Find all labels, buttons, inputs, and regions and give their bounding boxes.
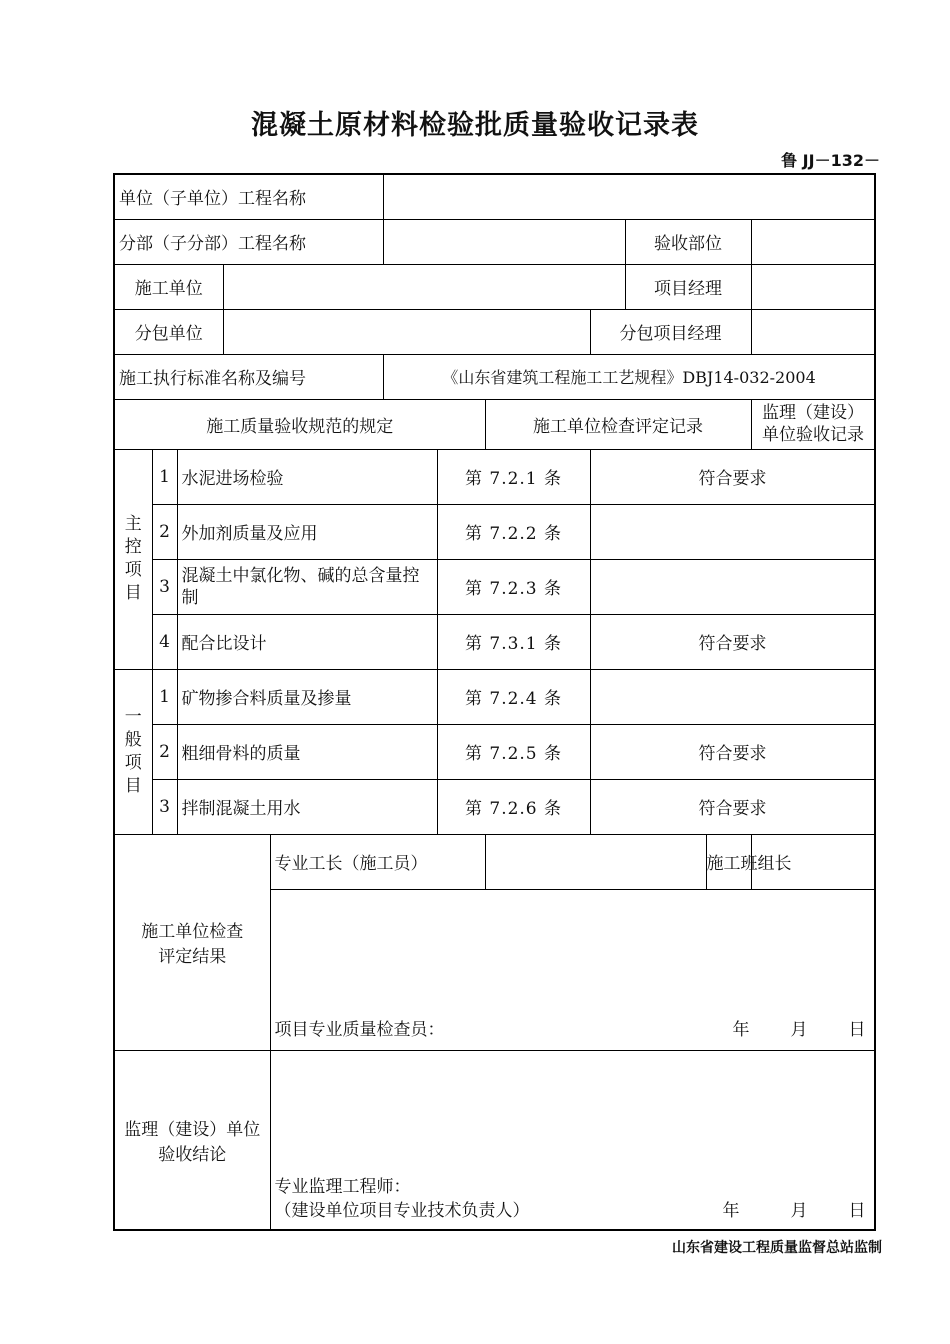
construction-unit-value[interactable] (223, 264, 625, 309)
item-result[interactable] (590, 504, 875, 559)
unit-project-value[interactable] (383, 174, 875, 219)
row-column-headers (114, 399, 875, 449)
construction-unit-label: 施工单位 (114, 264, 223, 309)
sub-pm-label: 分包项目经理 (590, 309, 751, 354)
supervisor-conclusion-label: 监理（建设）单位 验收结论 (114, 1050, 270, 1230)
general-item-row (114, 724, 875, 779)
year-label: 年 (732, 1019, 750, 1040)
item-clause: 第 7.2.5 条 (437, 724, 590, 779)
item-result[interactable]: 符合要求 (590, 449, 875, 504)
supervisor-record-line1: 监理（建设） (762, 403, 865, 423)
acceptance-part-value[interactable] (751, 219, 875, 264)
engineer-line (275, 1172, 875, 1197)
sub-pm-value[interactable] (751, 309, 875, 354)
year-label: 年 (722, 1201, 740, 1221)
foreman-value[interactable] (485, 834, 706, 889)
row-supervisor-conclusion (114, 1050, 875, 1230)
item-number: 1 (152, 449, 177, 504)
item-clause: 第 7.2.4 条 (437, 669, 590, 724)
month-label: 月 (790, 1019, 808, 1040)
item-name: 拌制混凝土用水 (177, 779, 437, 834)
item-result[interactable]: 符合要求 (590, 614, 875, 669)
document-title: 混凝土原材料检验批质量验收记录表 (251, 110, 699, 141)
item-name: 配合比设计 (177, 614, 437, 669)
project-manager-label: 项目经理 (625, 264, 751, 309)
standard-label: 施工执行标准名称及编号 (114, 354, 383, 399)
item-name: 外加剂质量及应用 (177, 504, 437, 559)
item-result[interactable] (590, 669, 875, 724)
col-header-spec: 施工质量验收规范的规定 (114, 399, 485, 449)
sub-project-value[interactable] (383, 219, 625, 264)
acceptance-record-table (113, 173, 876, 1231)
sub-project-label: 分部（子分部）工程名称 (114, 219, 383, 264)
item-number: 3 (152, 779, 177, 834)
item-name: 粗细骨料的质量 (177, 724, 437, 779)
item-result[interactable]: 符合要求 (590, 724, 875, 779)
project-manager-value[interactable] (751, 264, 875, 309)
acceptance-part-label: 验收部位 (625, 219, 751, 264)
main-items-label: 主 控 项 目 (114, 449, 152, 669)
item-number: 2 (152, 504, 177, 559)
main-item-row (114, 449, 875, 504)
day-label: 日 (848, 1201, 866, 1221)
engineer-label: 专业监理工程师： (274, 1177, 411, 1197)
general-item-row (114, 669, 875, 724)
item-clause: 第 7.3.1 条 (437, 614, 590, 669)
item-number: 4 (152, 614, 177, 669)
item-name: 混凝土中氯化物、碱的总含量控制 (177, 559, 437, 614)
inspector-line (275, 1015, 875, 1040)
subcontractor-label: 分包单位 (114, 309, 223, 354)
col-header-supervisor-record (751, 399, 875, 449)
owner-label: （建设单位项目专业技术负责人） (274, 1201, 530, 1221)
team-leader-label: 施工班组长 (706, 834, 751, 889)
supervisor-record-line2: 单位验收记录 (762, 425, 865, 445)
day-label: 日 (848, 1019, 866, 1040)
item-clause: 第 7.2.2 条 (437, 504, 590, 559)
row-sub-project (114, 219, 875, 264)
row-standard (114, 354, 875, 399)
general-item-row (114, 779, 875, 834)
month-label: 月 (790, 1201, 808, 1221)
inspector-label: 项目专业质量检查员： (274, 1019, 445, 1040)
item-result[interactable]: 符合要求 (590, 779, 875, 834)
row-unit-project (114, 174, 875, 219)
item-name: 水泥进场检验 (177, 449, 437, 504)
item-number: 1 (152, 669, 177, 724)
item-clause: 第 7.2.3 条 (437, 559, 590, 614)
main-item-row (114, 614, 875, 669)
item-clause: 第 7.2.6 条 (437, 779, 590, 834)
main-item-row (114, 504, 875, 559)
contractor-check-label: 施工单位检查 评定结果 (114, 834, 270, 1050)
contractor-result-cell[interactable] (270, 889, 875, 1050)
row-contractor-staff (114, 834, 875, 889)
row-construction-unit (114, 264, 875, 309)
main-item-row (114, 559, 875, 614)
item-number: 3 (152, 559, 177, 614)
item-clause: 第 7.2.1 条 (437, 449, 590, 504)
supervisor-conclusion-cell[interactable] (270, 1050, 875, 1230)
general-items-label: 一 般 项 目 (114, 669, 152, 834)
owner-line (275, 1196, 875, 1221)
col-header-contractor-record: 施工单位检查评定记录 (485, 399, 751, 449)
item-number: 2 (152, 724, 177, 779)
item-result[interactable] (590, 559, 875, 614)
foreman-label: 专业工长（施工员） (270, 834, 485, 889)
standard-value: 《山东省建筑工程施工工艺规程》DBJ14-032-2004 (383, 354, 875, 399)
unit-project-label: 单位（子单位）工程名称 (114, 174, 383, 219)
item-name: 矿物掺合料质量及掺量 (177, 669, 437, 724)
subcontractor-value[interactable] (223, 309, 590, 354)
row-subcontractor (114, 309, 875, 354)
form-number: 鲁 JJ－132－ (781, 151, 880, 170)
footer-issuer: 山东省建设工程质量监督总站监制 (672, 1240, 882, 1256)
